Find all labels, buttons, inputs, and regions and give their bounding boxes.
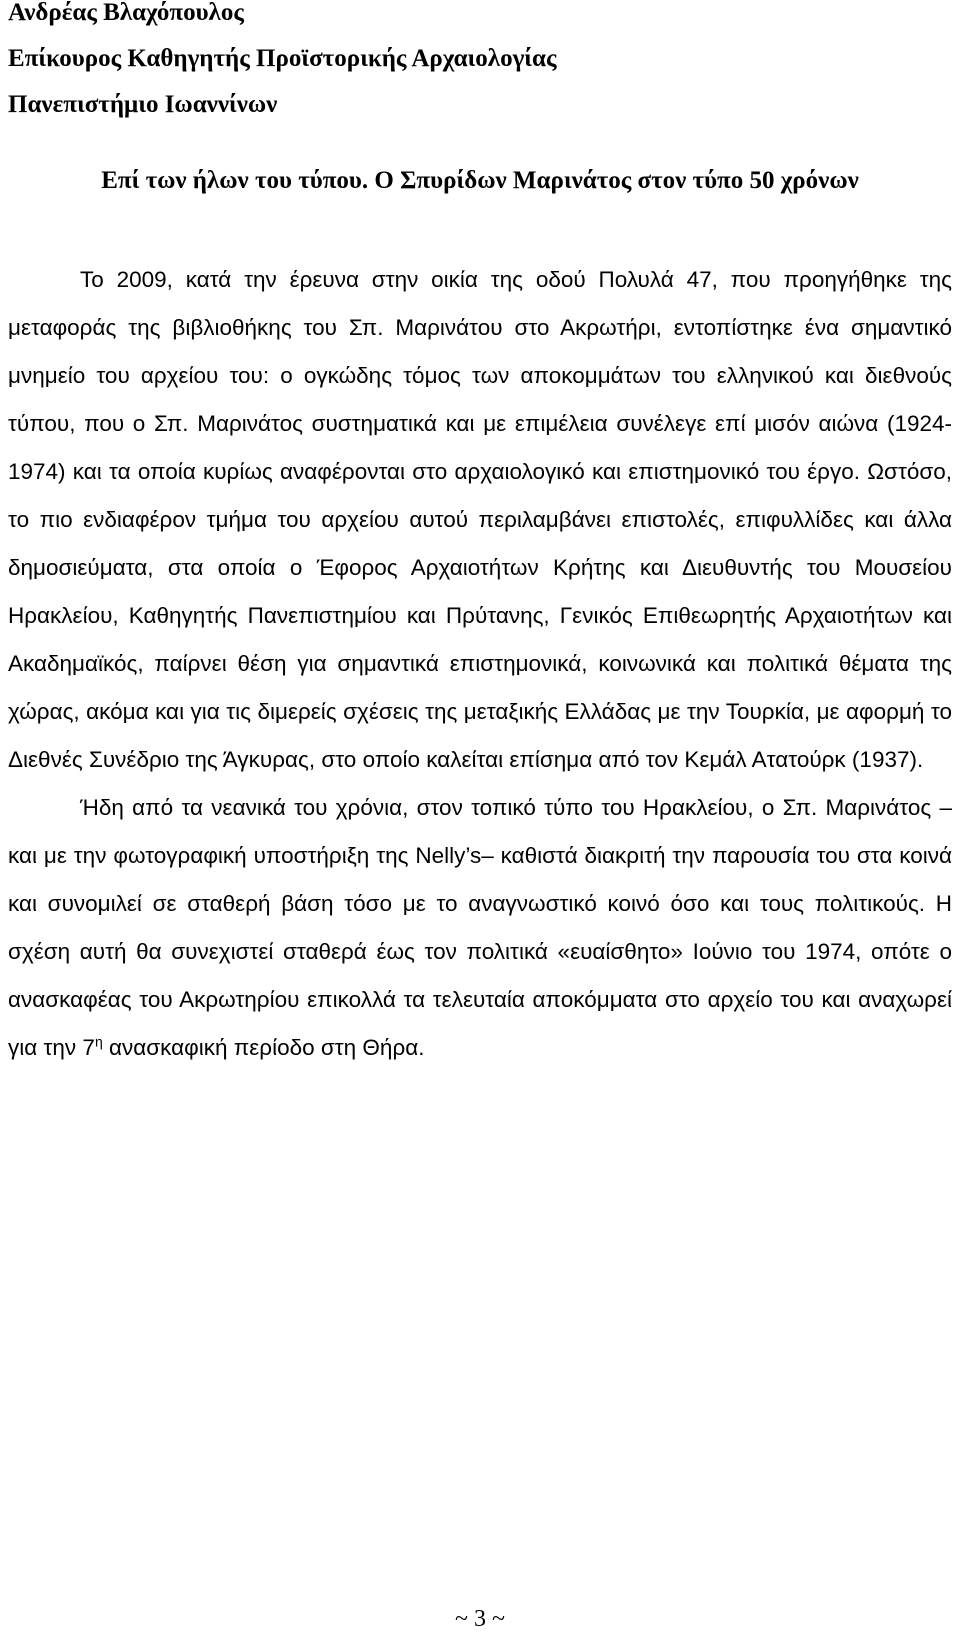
paragraph-2-tail: ανασκαφική περίοδο στη Θήρα. (109, 1035, 425, 1060)
author-position: Επίκουρος Καθηγητής Προϊστορικής Αρχαιολογίας (8, 45, 557, 72)
author-institution: Πανεπιστήμιο Ιωαννίνων (8, 91, 278, 118)
page-number: ~ 3 ~ (455, 1606, 505, 1632)
author-name: Ανδρέας Βλαχόπουλος (8, 0, 244, 26)
author-block (8, 0, 952, 128)
document-page (8, 0, 952, 1072)
paragraph-1: Το 2009, κατά την έρευνα στην οικία της οδού Πολυλά 47, που προηγήθηκε της μεταφοράς της βιβλιοθήκης του Σπ. Μαρινάτου στο Ακρωτήρι, εντοπίστηκε ένα σημαντικό μνημείο του αρχείου του: ο ογκώδης τόμος των αποκομμάτων του ελληνικού και διεθνούς τύπου, που ο Σπ. Μαρινάτος συστηματικά και με επιμέλεια συνέλεγε επί μισόν αιώνα (1924-1974) και τα οποία κυρίως αναφέρονται στο αρχαιολογικό και επιστημονικό του έργο. Ωστόσο, το πιο ενδιαφέρον τμήμα του αρχείου αυτού περιλαμβάνει επιστολές, επιφυλλίδες και άλλα δημοσιεύματα, στα οποία ο Έφορος Αρχαιοτήτων Κρήτης και Διευθυντής του Μουσείου Ηρακλείου, Καθηγητής Πανεπιστημίου και Πρύτανης, Γενικός Επιθεωρητής Αρχαιοτήτων και Ακαδημαϊκός, παίρνει θέση για σημαντικά επιστημονικά, κοινωνικά και πολιτικά θέματα της χώρας, ακόμα και για τις διμερείς σχέσεις της μεταξικής Ελλάδας με την Τουρκία, με αφορμή το Διεθνές Συνέδριο της Άγκυρας, στο οποίο καλείται επίσημα από τον Κεμάλ Ατατούρκ (1937). (8, 267, 952, 772)
document-body (8, 256, 952, 1072)
ordinal-superscript: η (94, 1033, 103, 1050)
paragraph-2 (8, 784, 952, 1072)
paragraph-2-text: Ήδη από τα νεανικά του χρόνια, στον τοπικό τύπο του Ηρακλείου, ο Σπ. Μαρινάτος –και με την φωτογραφική υποστήριξη της Nelly’s– καθιστά διακριτή την παρουσία του στα κοινά και συνομιλεί σε σταθερή βάση τόσο με το αναγνωστικό κοινό όσο και τους πολιτικούς. Η σχέση αυτή θα συνεχιστεί σταθερά έως τον πολιτικά «ευαίσθητο» Ιούνιο του 1974, οπότε ο ανασκαφέας του Ακρωτηρίου επικολλά τα τελευταία αποκόμματα στο αρχείο του και αναχωρεί για την 7 (8, 795, 952, 1060)
document-title: Επί των ήλων του τύπου. Ο Σπυρίδων Μαρινάτος στον τύπο 50 χρόνων (101, 167, 859, 194)
